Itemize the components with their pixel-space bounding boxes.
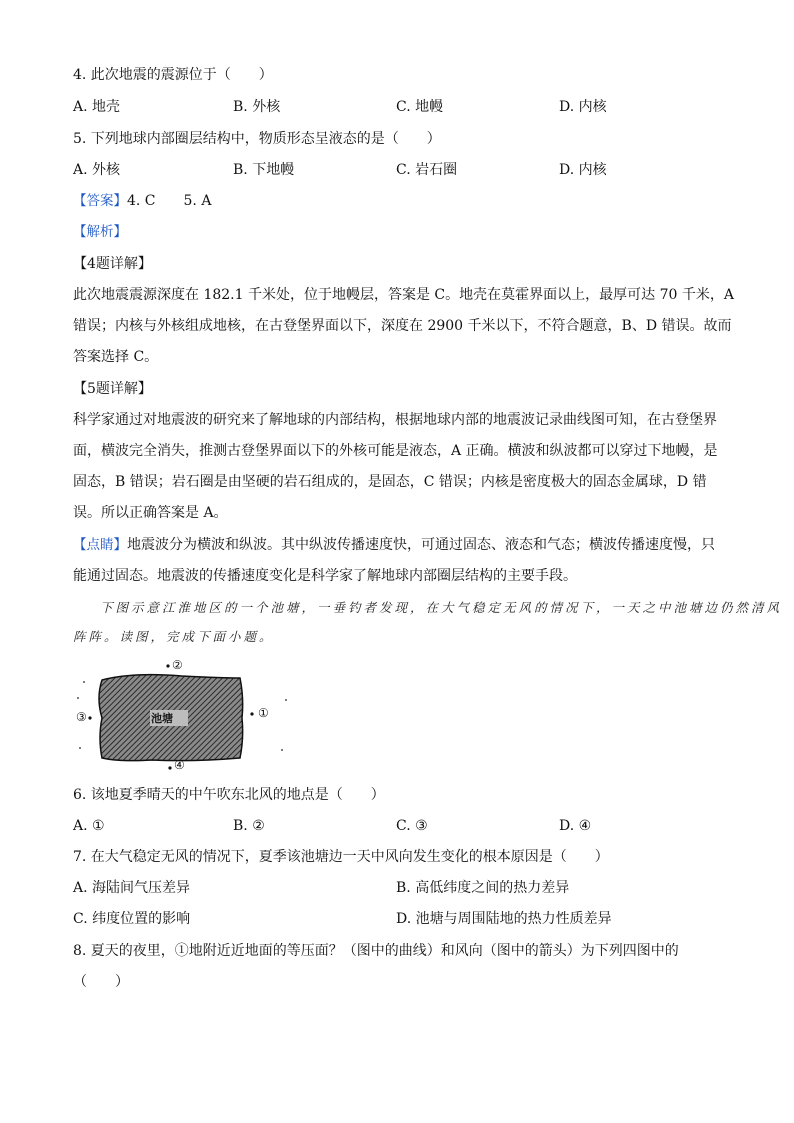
analysis-line (73, 222, 127, 242)
detail-4-line-1: 此次地震震源深度在 182.1 千米处，位于地幔层，答案是 C。地壳在莫霍界面以上，最厚可达 70 千米，A (73, 287, 734, 303)
q7-option-d: D. 池塘与周围陆地的热力性质差异 (396, 911, 612, 927)
q4-option-c: C. 地幔 (396, 99, 444, 115)
marker-4: ④ (174, 758, 185, 772)
detail-4-heading: 【4题详解】 (73, 256, 152, 272)
tip-text-1: 地震波分为横波和纵波。其中纵波传播速度快，可通过固态、液态和气态；横波传播速度慢，只 (127, 537, 715, 553)
tip-tag: 【点睛】 (73, 537, 127, 553)
pond-figure (72, 658, 292, 776)
answer-tag: 【答案】 (73, 193, 127, 209)
q5-option-b: B. 下地幔 (233, 162, 295, 178)
q4-option-a: A. 地壳 (73, 99, 121, 115)
q7-option-b: B. 高低纬度之间的热力差异 (396, 880, 570, 896)
q5-option-a: A. 外核 (73, 162, 121, 178)
analysis-tag: 【解析】 (73, 224, 127, 240)
q4-option-b: B. 外核 (233, 99, 281, 115)
intro-line-1: 下图示意江淮地区的一个池塘，一垂钓者发现，在大气稳定无风的情况下，一天之中池塘边仍然清风 (100, 600, 783, 615)
detail-5-line-3: 固态，B 错误；岩石圈是由坚硬的岩石组成的，是固态，C 错误；内核是密度极大的固态金属球，D 错 (73, 474, 707, 490)
q7-option-a: A. 海陆间气压差异 (73, 880, 191, 896)
marker-3: ③ (76, 710, 87, 724)
question-5-stem: 5. 下列地球内部圈层结构中，物质形态呈液态的是（ ） (73, 131, 441, 147)
tip-line-1 (73, 535, 715, 555)
question-6-stem: 6. 该地夏季晴天的中午吹东北风的地点是（ ） (73, 787, 385, 803)
question-7-stem: 7. 在大气稳定无风的情况下，夏季该池塘边一天中风向发生变化的根本原因是（ ） (73, 849, 609, 865)
marker-1: ① (258, 706, 269, 720)
detail-5-line-4: 误。所以正确答案是 A。 (73, 505, 228, 521)
answer-text: 4. C 5. A (127, 193, 212, 209)
intro-line-2: 阵阵。读图，完成下面小题。 (73, 629, 275, 644)
answer-line (73, 191, 211, 211)
pond-label: 池塘 (151, 712, 173, 725)
question-8-tail: （ ） (73, 974, 129, 990)
detail-4-line-3: 答案选择 C。 (73, 349, 159, 365)
detail-5-line-2: 面，横波完全消失，推测古登堡界面以下的外核可能是液态，A 正确。横波和纵波都可以穿过下地幔，是 (73, 443, 718, 459)
q6-option-a: A. ① (73, 818, 105, 834)
q6-option-b: B. ② (233, 818, 265, 834)
q6-option-d: D. ④ (559, 818, 592, 834)
detail-5-line-1: 科学家通过对地震波的研究来了解地球的内部结构，根据地球内部的地震波记录曲线图可知，在古登堡界 (73, 412, 717, 428)
q4-option-d: D. 内核 (559, 99, 607, 115)
q6-option-c: C. ③ (396, 818, 428, 834)
detail-4-line-2: 错误；内核与外核组成地核，在古登堡界面以下，深度在 2900 千米以下，不符合题意，B、D 错误。故而 (73, 318, 732, 334)
detail-5-heading: 【5题详解】 (73, 381, 152, 397)
question-8-stem: 8. 夏天的夜里，①地附近近地面的等压面？（图中的曲线）和风向（图中的箭头）为下列四图中的 (73, 943, 679, 959)
tip-line-2: 能通过固态。地震波的传播速度变化是科学家了解地球内部圈层结构的主要手段。 (73, 568, 577, 584)
question-4-stem: 4. 此次地震的震源位于（ ） (73, 67, 273, 83)
q7-option-c: C. 纬度位置的影响 (73, 911, 191, 927)
q5-option-c: C. 岩石圈 (396, 162, 458, 178)
q5-option-d: D. 内核 (559, 162, 607, 178)
marker-2: ② (172, 658, 183, 672)
